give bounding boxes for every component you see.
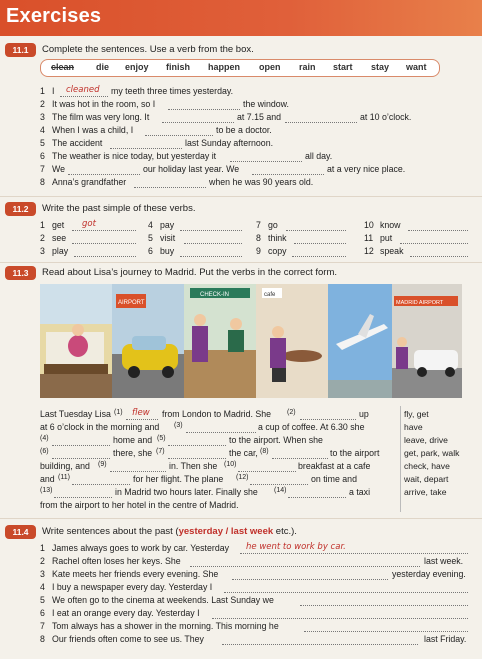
item-number: 1 [40, 220, 45, 230]
line-number: 5 [40, 595, 45, 605]
answer-blank[interactable] [238, 471, 296, 472]
line-text: Kate meets her friends every evening. She [52, 569, 219, 579]
answer-blank[interactable] [240, 553, 468, 554]
story-text: a taxi [349, 487, 371, 497]
item-number: 4 [148, 220, 153, 230]
story-illustration-svg [40, 284, 462, 398]
answer-blank[interactable] [232, 579, 388, 580]
line-number: 5 [40, 138, 45, 148]
line-number: 1 [40, 543, 45, 553]
answer-blank[interactable] [68, 174, 140, 175]
line-text: James always goes to work by car. Yesterday [52, 543, 230, 553]
word-box-item: happen [208, 62, 241, 72]
answer-blank[interactable] [252, 174, 324, 175]
item-number: 11 [364, 233, 374, 243]
gap-number: (12) [236, 474, 249, 481]
verb: play [52, 246, 69, 256]
line-text: We [52, 164, 66, 174]
answer-blank[interactable] [162, 122, 234, 123]
answer-blank[interactable] [52, 445, 110, 446]
line-number: 3 [40, 569, 45, 579]
story-text: and [40, 474, 55, 484]
line-number: 8 [40, 634, 45, 644]
story-text: at 6 o’clock in the morning and [40, 422, 160, 432]
exercise-number-11-2: 11.2 [5, 202, 36, 216]
line-text: I [52, 86, 55, 96]
line-text: our holiday last year. We [143, 164, 240, 174]
instruction-highlight: yesterday / last week [178, 526, 274, 537]
story-text: home and [113, 435, 153, 445]
answer-blank[interactable] [60, 96, 108, 97]
answer-blank[interactable] [110, 148, 182, 149]
line-text: The weather is nice today, but yesterday it [52, 151, 217, 161]
word-box-item: enjoy [125, 62, 149, 72]
answer-blank[interactable] [212, 618, 468, 619]
line-number: 4 [40, 125, 45, 135]
instruction-text: Write sentences about the past ( [42, 526, 179, 537]
section-divider [0, 196, 482, 197]
answer-blank[interactable] [230, 161, 302, 162]
verb: buy [160, 246, 175, 256]
story-text: on time and [311, 474, 357, 484]
example-answer: got [82, 219, 96, 229]
gap-number: (4) [40, 435, 49, 442]
answer-blank[interactable] [285, 122, 357, 123]
answer-blank[interactable] [72, 230, 136, 231]
line-text: The film was very long. It [52, 112, 150, 122]
story-text: to the airport. When she [229, 435, 323, 445]
word-box-item: die [96, 62, 110, 72]
example-answer: cleaned [66, 85, 100, 95]
verb-hint: wait, depart [404, 474, 449, 484]
answer-blank[interactable] [222, 644, 418, 645]
answer-blank[interactable] [145, 135, 213, 136]
answer-blank[interactable] [304, 631, 468, 632]
section-divider [0, 262, 482, 263]
verb: pay [160, 220, 175, 230]
line-end-text: yesterday evening. [392, 569, 466, 579]
gap-number: (13) [40, 487, 53, 494]
line-number: 3 [40, 112, 45, 122]
exercise-number-11-1: 11.1 [5, 43, 36, 57]
answer-blank[interactable] [72, 243, 136, 244]
line-text: Tom always has a shower in the morning. This morning he [52, 621, 279, 631]
line-text: at a very nice place. [327, 164, 406, 174]
gap-number: (3) [174, 422, 183, 429]
verb: see [52, 233, 67, 243]
cafe-sign: cafe [264, 292, 276, 298]
exercise-number-11-3: 11.3 [5, 266, 36, 280]
line-end-text: last week. [424, 556, 464, 566]
exercise-instruction: Complete the sentences. Use a verb from the box. [42, 44, 254, 55]
answer-blank[interactable] [54, 497, 112, 498]
verb: speak [380, 246, 404, 256]
line-text: the window. [243, 99, 289, 109]
exercise-number-11-4: 11.4 [5, 525, 36, 539]
answer-blank[interactable] [292, 256, 346, 257]
answer-blank[interactable] [250, 484, 308, 485]
verb: know [380, 220, 401, 230]
wordlist-divider [400, 406, 401, 512]
line-number: 8 [40, 177, 45, 187]
line-text: when he was 90 years old. [209, 177, 314, 187]
line-number: 2 [40, 556, 45, 566]
check-in-sign: CHECK-IN [200, 292, 230, 298]
line-text: Anna’s grandfather [52, 177, 127, 187]
story-text: building, and [40, 461, 90, 471]
line-text: When I was a child, I [52, 125, 134, 135]
madrid-airport-sign: MADRID AIRPORT [396, 300, 444, 306]
word-box-item: start [333, 62, 353, 72]
answer-blank[interactable] [72, 484, 130, 485]
answer-blank[interactable] [52, 458, 110, 459]
item-number: 9 [256, 246, 261, 256]
line-text: to be a doctor. [216, 125, 272, 135]
answer-blank[interactable] [294, 243, 346, 244]
story-text: the car, [229, 448, 258, 458]
word-box-item: stay [371, 62, 390, 72]
story-text: breakfast at a cafe [298, 461, 371, 471]
verb: get [52, 220, 65, 230]
line-number: 6 [40, 151, 45, 161]
verb: copy [268, 246, 287, 256]
answer-blank[interactable] [224, 592, 468, 593]
line-text: at 10 o’clock. [360, 112, 412, 122]
line-number: 2 [40, 99, 45, 109]
answer-blank[interactable] [168, 109, 240, 110]
story-text: for her flight. The plane [133, 474, 224, 484]
verb-hint-list [404, 408, 474, 499]
answer-blank[interactable] [186, 432, 256, 433]
gap-number: (1) [114, 409, 123, 416]
word-box [40, 59, 440, 77]
line-number: 4 [40, 582, 45, 592]
verb-hint: get, park, walk [404, 448, 460, 458]
word-box-item: want [406, 62, 427, 72]
airport-sign: AIRPORT [118, 300, 145, 306]
answer-blank[interactable] [180, 230, 242, 231]
verb: think [268, 233, 287, 243]
verb-hint: leave, drive [404, 435, 448, 445]
line-number: 1 [40, 86, 45, 96]
exercise-instruction: Write the past simple of these verbs. [42, 203, 196, 214]
line-text: I buy a newspaper every day. Yesterday I [52, 582, 213, 592]
line-text: We often go to the cinema at weekends. Last Sunday we [52, 595, 274, 605]
answer-blank[interactable] [410, 256, 468, 257]
gap-number: (14) [274, 487, 287, 494]
story-text: Last Tuesday Lisa [40, 409, 111, 419]
verb-hint: fly, get [404, 409, 429, 419]
item-number: 12 [364, 246, 374, 256]
line-text: The accident [52, 138, 103, 148]
word-box-item: open [259, 62, 281, 72]
line-number: 6 [40, 608, 45, 618]
exercise-instruction: Read about Lisa’s journey to Madrid. Put the verbs in the correct form. [42, 267, 338, 278]
item-number: 2 [40, 233, 45, 243]
item-number: 6 [148, 246, 153, 256]
answer-blank[interactable] [168, 445, 226, 446]
gap-number: (9) [98, 461, 107, 468]
item-number: 7 [256, 220, 261, 230]
story-text: from London to Madrid. She [162, 409, 272, 419]
line-text: I eat an orange every day. Yesterday I [52, 608, 200, 618]
line-text: Rachel often loses her keys. She [52, 556, 181, 566]
answer-blank[interactable] [134, 187, 206, 188]
answer-blank[interactable] [408, 230, 468, 231]
gap-number: (11) [58, 474, 70, 481]
gap-number: (10) [224, 461, 237, 468]
gap-number: (8) [260, 448, 269, 455]
gap-number: (2) [287, 409, 296, 416]
story-text: from the airport to her hotel in the centre of Madrid. [40, 500, 239, 510]
story-illustration [40, 284, 462, 398]
story-text: up [359, 409, 369, 419]
line-end-text: last Friday. [424, 634, 467, 644]
answer-blank[interactable] [168, 458, 226, 459]
line-text: It was hot in the room, so I [52, 99, 156, 109]
page-header [0, 0, 482, 36]
item-number: 10 [364, 220, 374, 230]
line-text: all day. [305, 151, 333, 161]
line-text: Our friends often come to see us. They [52, 634, 204, 644]
item-number: 8 [256, 233, 261, 243]
verb: visit [160, 233, 176, 243]
example-answer: flew [132, 408, 150, 418]
word-box-item: finish [166, 62, 190, 72]
answer-blank[interactable] [184, 243, 242, 244]
line-text: my teeth three times yesterday. [111, 86, 234, 96]
answer-blank[interactable] [300, 419, 356, 420]
line-number: 7 [40, 621, 45, 631]
line-text: last Sunday afternoon. [185, 138, 274, 148]
instruction-text: etc.). [273, 526, 297, 537]
answer-blank[interactable] [272, 458, 328, 459]
answer-blank[interactable] [286, 230, 346, 231]
story-text: in. Then she [169, 461, 218, 471]
section-divider [0, 518, 482, 519]
gap-number: (7) [156, 448, 165, 455]
item-number: 5 [148, 233, 153, 243]
line-number: 7 [40, 164, 45, 174]
word-box-item: clean [51, 62, 75, 72]
verb: put [380, 233, 393, 243]
answer-blank[interactable] [288, 497, 346, 498]
exercise-instruction [42, 526, 297, 537]
story-text: a cup of coffee. At 6.30 she [258, 422, 365, 432]
gap-number: (6) [40, 448, 49, 455]
word-box-item: rain [299, 62, 316, 72]
example-answer: he went to work by car. [246, 542, 346, 552]
story-text: in Madrid two hours later. Finally she [115, 487, 258, 497]
answer-blank[interactable] [110, 471, 166, 472]
answer-blank[interactable] [180, 256, 242, 257]
verb-hint: have [404, 422, 423, 432]
answer-blank[interactable] [74, 256, 136, 257]
item-number: 3 [40, 246, 45, 256]
answer-blank[interactable] [300, 605, 468, 606]
page-title: Exercises [6, 5, 102, 27]
verb-hint: check, have [404, 461, 450, 471]
line-text: at 7.15 and [237, 112, 282, 122]
verb: go [268, 220, 278, 230]
story-text: to the airport [330, 448, 380, 458]
story-text: there, she [113, 448, 153, 458]
gap-number: (5) [157, 435, 166, 442]
answer-blank[interactable] [400, 243, 468, 244]
answer-blank[interactable] [126, 419, 158, 420]
verb-hint: arrive, take [404, 487, 447, 497]
answer-blank[interactable] [190, 566, 420, 567]
